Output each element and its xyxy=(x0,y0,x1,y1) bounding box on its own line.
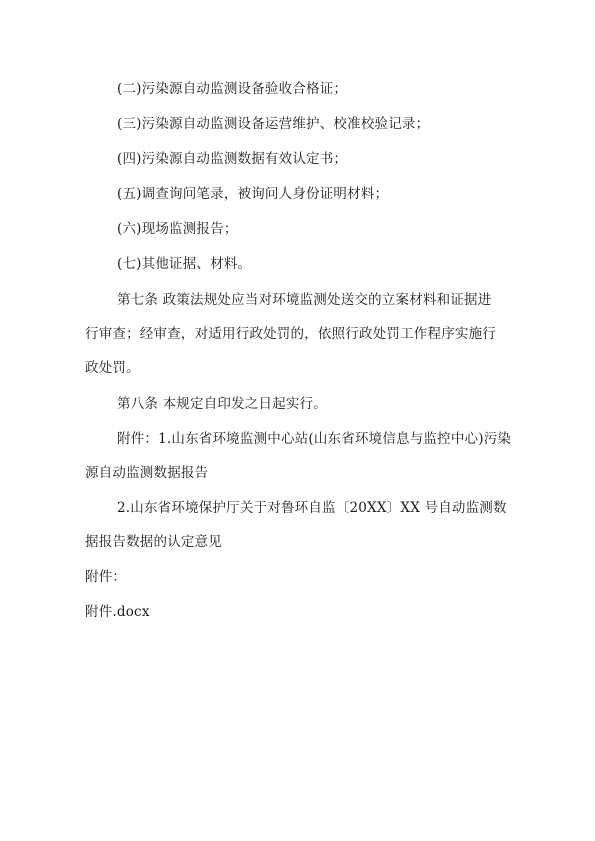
attachment-line-2: 源自动监测数据报告 xyxy=(85,465,209,481)
list-item-5: (五)调查询问笔录，被询问人身份证明材料； xyxy=(117,186,389,202)
attachment-file-link[interactable]: 附件.docx xyxy=(85,604,150,620)
list-item-6: (六)现场监测报告； xyxy=(117,221,238,237)
list-item-4: (四)污染源自动监测数据有效认定书； xyxy=(117,151,348,167)
article-7-line-3: 政处罚。 xyxy=(85,360,140,376)
attachment-line-1: 附件：1.山东省环境监测中心站(山东省环境信息与监控中心)污染 xyxy=(117,431,512,447)
attachment-line-3: 2.山东省环境保护厅关于对鲁环自监〔20XX〕XX 号自动监测数 xyxy=(117,500,507,516)
list-item-3: (三)污染源自动监测设备运营维护、校准校验记录； xyxy=(117,116,430,132)
list-item-7: (七)其他证据、材料。 xyxy=(117,256,252,272)
attachment-line-4: 据报告数据的认定意见 xyxy=(85,534,222,550)
list-item-2: (二)污染源自动监测设备验收合格证； xyxy=(117,81,348,97)
article-7-line-1: 第七条 政策法规处应当对环境监测处送交的立案材料和证据进 xyxy=(117,292,492,308)
attachment-heading: 附件： xyxy=(85,569,127,585)
article-8: 第八条 本规定自印发之日起实行。 xyxy=(117,396,327,412)
article-7-line-2: 行审查；经审查，对适用行政处罚的，依照行政处罚工作程序实施行 xyxy=(85,326,496,342)
